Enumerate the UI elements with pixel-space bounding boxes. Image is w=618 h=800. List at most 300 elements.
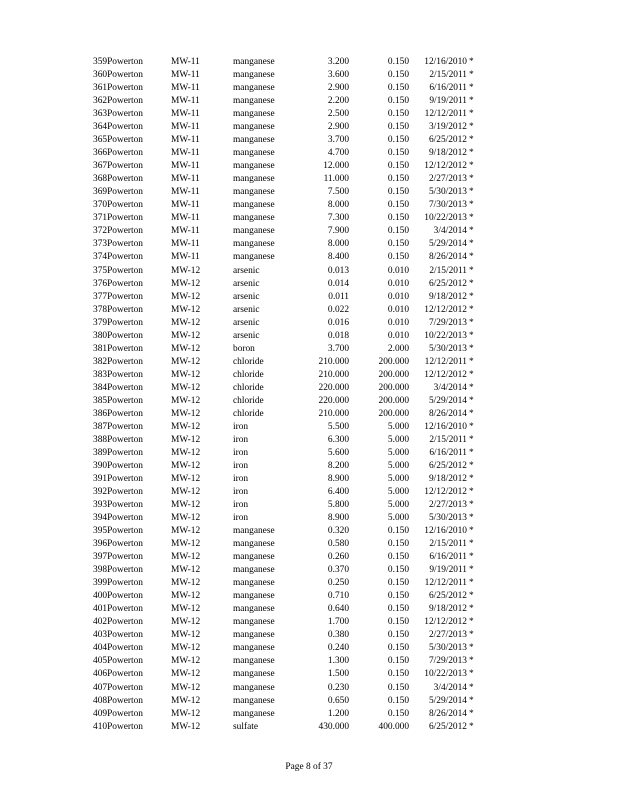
parameter: manganese <box>233 708 275 719</box>
table-row <box>93 82 493 95</box>
standard-limit: 0.150 <box>387 200 409 211</box>
result-value: 210.000 <box>318 408 349 419</box>
parameter: iron <box>233 500 249 511</box>
result-value: 210.000 <box>318 356 349 367</box>
parameter: manganese <box>233 200 275 211</box>
well-id: MW-12 <box>171 643 201 654</box>
table-row <box>93 642 493 655</box>
standard-limit: 0.150 <box>387 174 409 185</box>
standard-limit: 0.150 <box>387 617 409 628</box>
exceedance-flag: * <box>469 460 474 471</box>
result-value: 4.700 <box>327 148 349 159</box>
sample-date: 5/30/2013 <box>428 513 467 524</box>
well-id: MW-12 <box>171 565 201 576</box>
standard-limit: 0.150 <box>387 604 409 615</box>
parameter: boron <box>233 343 255 354</box>
table-row <box>93 603 493 616</box>
parameter: manganese <box>233 669 275 680</box>
record-id: 378Powerton <box>93 304 143 315</box>
parameter: manganese <box>233 57 275 67</box>
standard-limit: 200.000 <box>378 382 409 393</box>
standard-limit: 0.150 <box>387 578 409 589</box>
result-value: 3.700 <box>327 135 349 146</box>
result-value: 0.640 <box>327 604 349 615</box>
standard-limit: 400.000 <box>378 721 409 732</box>
standard-limit: 0.010 <box>387 291 409 302</box>
well-id: MW-12 <box>171 617 201 628</box>
sample-date: 12/12/2012 <box>424 304 467 315</box>
record-id: 389Powerton <box>93 447 143 458</box>
parameter: manganese <box>233 526 275 537</box>
sample-date: 3/4/2014 <box>433 226 467 237</box>
data-table <box>93 56 493 734</box>
parameter: manganese <box>233 83 275 94</box>
sample-date: 5/30/2013 <box>428 343 467 354</box>
record-id: 402Powerton <box>93 617 143 628</box>
record-id: 369Powerton <box>93 187 143 198</box>
parameter: manganese <box>233 239 275 250</box>
well-id: MW-12 <box>171 447 201 458</box>
sample-date: 12/12/2011 <box>424 578 467 589</box>
parameter: manganese <box>233 70 275 81</box>
standard-limit: 5.000 <box>387 460 409 471</box>
standard-limit: 0.150 <box>387 148 409 159</box>
exceedance-flag: * <box>469 96 474 107</box>
record-id: 391Powerton <box>93 474 143 484</box>
standard-limit: 0.150 <box>387 57 409 67</box>
well-id: MW-12 <box>171 291 201 302</box>
result-value: 0.022 <box>327 304 349 315</box>
parameter: manganese <box>233 122 275 133</box>
standard-limit: 0.010 <box>387 304 409 315</box>
record-id: 384Powerton <box>93 382 143 393</box>
sample-date: 2/27/2013 <box>428 500 467 511</box>
exceedance-flag: * <box>469 500 474 511</box>
standard-limit: 0.150 <box>387 96 409 107</box>
exceedance-flag: * <box>469 213 474 224</box>
well-id: MW-12 <box>171 278 201 289</box>
parameter: iron <box>233 474 249 484</box>
standard-limit: 0.150 <box>387 552 409 563</box>
sample-date: 9/19/2011 <box>429 96 467 107</box>
sample-date: 12/16/2010 <box>424 526 467 537</box>
exceedance-flag: * <box>469 539 474 550</box>
table-row <box>93 251 493 264</box>
table-row <box>93 343 493 356</box>
result-value: 0.320 <box>327 526 349 537</box>
standard-limit: 5.000 <box>387 421 409 432</box>
exceedance-flag: * <box>469 174 474 185</box>
sample-date: 2/15/2011 <box>429 265 467 276</box>
record-id: 371Powerton <box>93 213 143 224</box>
sample-date: 5/29/2014 <box>428 695 467 706</box>
exceedance-flag: * <box>469 721 474 732</box>
sample-date: 12/12/2011 <box>424 356 467 367</box>
standard-limit: 0.150 <box>387 539 409 550</box>
record-id: 363Powerton <box>93 109 143 120</box>
well-id: MW-12 <box>171 604 201 615</box>
exceedance-flag: * <box>469 513 474 524</box>
well-id: MW-12 <box>171 343 201 354</box>
result-value: 7.900 <box>327 226 349 237</box>
table-row <box>93 616 493 629</box>
well-id: MW-11 <box>171 57 200 67</box>
result-value: 6.300 <box>327 434 349 445</box>
result-value: 8.000 <box>327 200 349 211</box>
record-id: 390Powerton <box>93 460 143 471</box>
standard-limit: 5.000 <box>387 447 409 458</box>
exceedance-flag: * <box>469 408 474 419</box>
well-id: MW-12 <box>171 421 201 432</box>
sample-date: 2/15/2011 <box>429 70 467 81</box>
parameter: chloride <box>233 356 264 367</box>
result-value: 220.000 <box>318 382 349 393</box>
parameter: manganese <box>233 617 275 628</box>
table-row <box>93 382 493 395</box>
result-value: 3.200 <box>327 57 349 67</box>
sample-date: 8/26/2014 <box>428 708 467 719</box>
standard-limit: 2.000 <box>387 343 409 354</box>
table-row <box>93 173 493 186</box>
result-value: 11.000 <box>323 174 349 185</box>
exceedance-flag: * <box>469 57 474 67</box>
table-row <box>93 695 493 708</box>
standard-limit: 5.000 <box>387 513 409 524</box>
sample-date: 6/16/2011 <box>429 552 467 563</box>
sample-date: 12/12/2012 <box>424 617 467 628</box>
standard-limit: 200.000 <box>378 395 409 406</box>
table-row <box>93 134 493 147</box>
record-id: 392Powerton <box>93 487 143 498</box>
table-row <box>93 291 493 304</box>
well-id: MW-11 <box>171 200 200 211</box>
exceedance-flag: * <box>469 552 474 563</box>
table-row <box>93 551 493 564</box>
standard-limit: 0.010 <box>387 278 409 289</box>
exceedance-flag: * <box>469 487 474 498</box>
table-row <box>93 564 493 577</box>
parameter: manganese <box>233 226 275 237</box>
sample-date: 9/19/2011 <box>429 565 467 576</box>
exceedance-flag: * <box>469 369 474 380</box>
record-id: 383Powerton <box>93 369 143 380</box>
parameter: manganese <box>233 252 275 263</box>
table-row <box>93 460 493 473</box>
exceedance-flag: * <box>469 148 474 159</box>
standard-limit: 0.150 <box>387 239 409 250</box>
record-id: 360Powerton <box>93 70 143 81</box>
result-value: 0.710 <box>327 591 349 602</box>
record-id: 366Powerton <box>93 148 143 159</box>
exceedance-flag: * <box>469 252 474 263</box>
exceedance-flag: * <box>469 304 474 315</box>
sample-date: 5/30/2013 <box>428 643 467 654</box>
record-id: 388Powerton <box>93 434 143 445</box>
sample-date: 7/30/2013 <box>428 200 467 211</box>
well-id: MW-12 <box>171 317 201 328</box>
parameter: iron <box>233 447 249 458</box>
table-row <box>93 525 493 538</box>
record-id: 372Powerton <box>93 226 143 237</box>
result-value: 3.600 <box>327 70 349 81</box>
standard-limit: 0.150 <box>387 708 409 719</box>
sample-date: 6/16/2011 <box>429 447 467 458</box>
well-id: MW-12 <box>171 474 201 484</box>
well-id: MW-12 <box>171 513 201 524</box>
result-value: 2.500 <box>327 109 349 120</box>
exceedance-flag: * <box>469 291 474 302</box>
record-id: 374Powerton <box>93 252 143 263</box>
parameter: iron <box>233 487 249 498</box>
well-id: MW-12 <box>171 695 201 706</box>
parameter: iron <box>233 513 249 524</box>
standard-limit: 0.150 <box>387 656 409 667</box>
result-value: 0.260 <box>327 552 349 563</box>
record-id: 398Powerton <box>93 565 143 576</box>
well-id: MW-12 <box>171 539 201 550</box>
exceedance-flag: * <box>469 578 474 589</box>
parameter: arsenic <box>233 317 260 328</box>
table-row <box>93 538 493 551</box>
parameter: chloride <box>233 369 264 380</box>
exceedance-flag: * <box>469 135 474 146</box>
parameter: iron <box>233 421 249 432</box>
well-id: MW-11 <box>171 83 200 94</box>
well-id: MW-12 <box>171 487 201 498</box>
sample-date: 6/25/2012 <box>428 591 467 602</box>
sample-date: 6/25/2012 <box>428 278 467 289</box>
record-id: 401Powerton <box>93 604 143 615</box>
table-row <box>93 434 493 447</box>
parameter: manganese <box>233 630 275 641</box>
sample-date: 3/4/2014 <box>433 382 467 393</box>
parameter: sulfate <box>233 721 258 732</box>
sample-date: 10/22/2013 <box>424 330 467 341</box>
result-value: 0.016 <box>327 317 349 328</box>
parameter: iron <box>233 460 249 471</box>
record-id: 399Powerton <box>93 578 143 589</box>
well-id: MW-11 <box>171 109 200 120</box>
exceedance-flag: * <box>469 434 474 445</box>
exceedance-flag: * <box>469 330 474 341</box>
sample-date: 9/18/2012 <box>428 604 467 615</box>
exceedance-flag: * <box>469 656 474 667</box>
parameter: manganese <box>233 604 275 615</box>
table-row <box>93 212 493 225</box>
exceedance-flag: * <box>469 421 474 432</box>
result-value: 0.250 <box>327 578 349 589</box>
table-row <box>93 317 493 330</box>
record-id: 397Powerton <box>93 552 143 563</box>
exceedance-flag: * <box>469 317 474 328</box>
standard-limit: 0.150 <box>387 70 409 81</box>
record-id: 393Powerton <box>93 500 143 511</box>
standard-limit: 0.010 <box>387 265 409 276</box>
record-id: 409Powerton <box>93 708 143 719</box>
standard-limit: 0.150 <box>387 682 409 693</box>
sample-date: 7/29/2013 <box>428 317 467 328</box>
standard-limit: 0.150 <box>387 226 409 237</box>
exceedance-flag: * <box>469 695 474 706</box>
well-id: MW-12 <box>171 408 201 419</box>
well-id: MW-11 <box>171 135 200 146</box>
record-id: 381Powerton <box>93 343 143 354</box>
exceedance-flag: * <box>469 83 474 94</box>
well-id: MW-12 <box>171 630 201 641</box>
sample-date: 7/29/2013 <box>428 656 467 667</box>
parameter: manganese <box>233 643 275 654</box>
result-value: 8.900 <box>327 474 349 484</box>
well-id: MW-12 <box>171 656 201 667</box>
result-value: 5.800 <box>327 500 349 511</box>
exceedance-flag: * <box>469 161 474 172</box>
standard-limit: 0.150 <box>387 591 409 602</box>
result-value: 6.400 <box>327 487 349 498</box>
sample-date: 6/25/2012 <box>428 721 467 732</box>
record-id: 370Powerton <box>93 200 143 211</box>
exceedance-flag: * <box>469 708 474 719</box>
well-id: MW-11 <box>171 239 200 250</box>
exceedance-flag: * <box>469 447 474 458</box>
table-row <box>93 577 493 590</box>
parameter: manganese <box>233 161 275 172</box>
standard-limit: 0.150 <box>387 630 409 641</box>
parameter: manganese <box>233 578 275 589</box>
exceedance-flag: * <box>469 200 474 211</box>
result-value: 0.370 <box>327 565 349 576</box>
standard-limit: 0.010 <box>387 317 409 328</box>
table-row <box>93 408 493 421</box>
well-id: MW-12 <box>171 552 201 563</box>
exceedance-flag: * <box>469 70 474 81</box>
parameter: arsenic <box>233 304 260 315</box>
well-id: MW-12 <box>171 330 201 341</box>
table-row <box>93 69 493 82</box>
standard-limit: 0.150 <box>387 187 409 198</box>
record-id: 408Powerton <box>93 695 143 706</box>
record-id: 403Powerton <box>93 630 143 641</box>
exceedance-flag: * <box>469 604 474 615</box>
parameter: manganese <box>233 565 275 576</box>
table-row <box>93 655 493 668</box>
table-row <box>93 278 493 291</box>
sample-date: 5/29/2014 <box>428 239 467 250</box>
standard-limit: 0.150 <box>387 252 409 263</box>
table-row <box>93 225 493 238</box>
table-row <box>93 160 493 173</box>
parameter: arsenic <box>233 278 260 289</box>
record-id: 394Powerton <box>93 513 143 524</box>
result-value: 2.900 <box>327 83 349 94</box>
result-value: 2.900 <box>327 122 349 133</box>
record-id: 373Powerton <box>93 239 143 250</box>
exceedance-flag: * <box>469 617 474 628</box>
table-row <box>93 238 493 251</box>
sample-date: 3/19/2012 <box>428 122 467 133</box>
well-id: MW-12 <box>171 304 201 315</box>
well-id: MW-12 <box>171 526 201 537</box>
table-row <box>93 708 493 721</box>
result-value: 0.011 <box>328 291 349 302</box>
exceedance-flag: * <box>469 343 474 354</box>
standard-limit: 0.150 <box>387 135 409 146</box>
sample-date: 6/16/2011 <box>429 83 467 94</box>
parameter: arsenic <box>233 330 260 341</box>
result-value: 12.000 <box>323 161 349 172</box>
record-id: 395Powerton <box>93 526 143 537</box>
sample-date: 10/22/2013 <box>424 669 467 680</box>
well-id: MW-12 <box>171 434 201 445</box>
well-id: MW-12 <box>171 356 201 367</box>
sample-date: 3/4/2014 <box>433 682 467 693</box>
sample-date: 12/12/2012 <box>424 487 467 498</box>
standard-limit: 200.000 <box>378 408 409 419</box>
result-value: 1.700 <box>327 617 349 628</box>
sample-date: 2/27/2013 <box>428 174 467 185</box>
exceedance-flag: * <box>469 395 474 406</box>
exceedance-flag: * <box>469 565 474 576</box>
well-id: MW-12 <box>171 591 201 602</box>
record-id: 377Powerton <box>93 291 143 302</box>
record-id: 406Powerton <box>93 669 143 680</box>
sample-date: 10/22/2013 <box>424 213 467 224</box>
record-id: 386Powerton <box>93 408 143 419</box>
sample-date: 9/18/2012 <box>428 474 467 484</box>
table-row <box>93 486 493 499</box>
well-id: MW-11 <box>171 122 200 133</box>
standard-limit: 0.150 <box>387 695 409 706</box>
table-row <box>93 265 493 278</box>
record-id: 364Powerton <box>93 122 143 133</box>
parameter: manganese <box>233 682 275 693</box>
well-id: MW-12 <box>171 500 201 511</box>
record-id: 365Powerton <box>93 135 143 146</box>
sample-date: 8/26/2014 <box>428 408 467 419</box>
standard-limit: 0.010 <box>387 330 409 341</box>
parameter: manganese <box>233 656 275 667</box>
exceedance-flag: * <box>469 226 474 237</box>
standard-limit: 0.150 <box>387 669 409 680</box>
sample-date: 12/16/2010 <box>424 421 467 432</box>
result-value: 430.000 <box>318 721 349 732</box>
result-value: 7.500 <box>327 187 349 198</box>
parameter: arsenic <box>233 265 260 276</box>
result-value: 3.700 <box>327 343 349 354</box>
result-value: 0.240 <box>327 643 349 654</box>
standard-limit: 200.000 <box>378 356 409 367</box>
table-row <box>93 95 493 108</box>
record-id: 380Powerton <box>93 330 143 341</box>
standard-limit: 200.000 <box>378 369 409 380</box>
result-value: 8.000 <box>327 239 349 250</box>
standard-limit: 5.000 <box>387 487 409 498</box>
record-id: 405Powerton <box>93 656 143 667</box>
table-row <box>93 721 493 734</box>
table-row <box>93 356 493 369</box>
result-value: 0.580 <box>327 539 349 550</box>
result-value: 210.000 <box>318 369 349 380</box>
exceedance-flag: * <box>469 239 474 250</box>
record-id: 367Powerton <box>93 161 143 172</box>
exceedance-flag: * <box>469 382 474 393</box>
well-id: MW-11 <box>171 187 200 198</box>
parameter: manganese <box>233 187 275 198</box>
standard-limit: 0.150 <box>387 83 409 94</box>
well-id: MW-12 <box>171 265 201 276</box>
standard-limit: 5.000 <box>387 474 409 484</box>
table-row <box>93 330 493 343</box>
well-id: MW-11 <box>171 174 200 185</box>
